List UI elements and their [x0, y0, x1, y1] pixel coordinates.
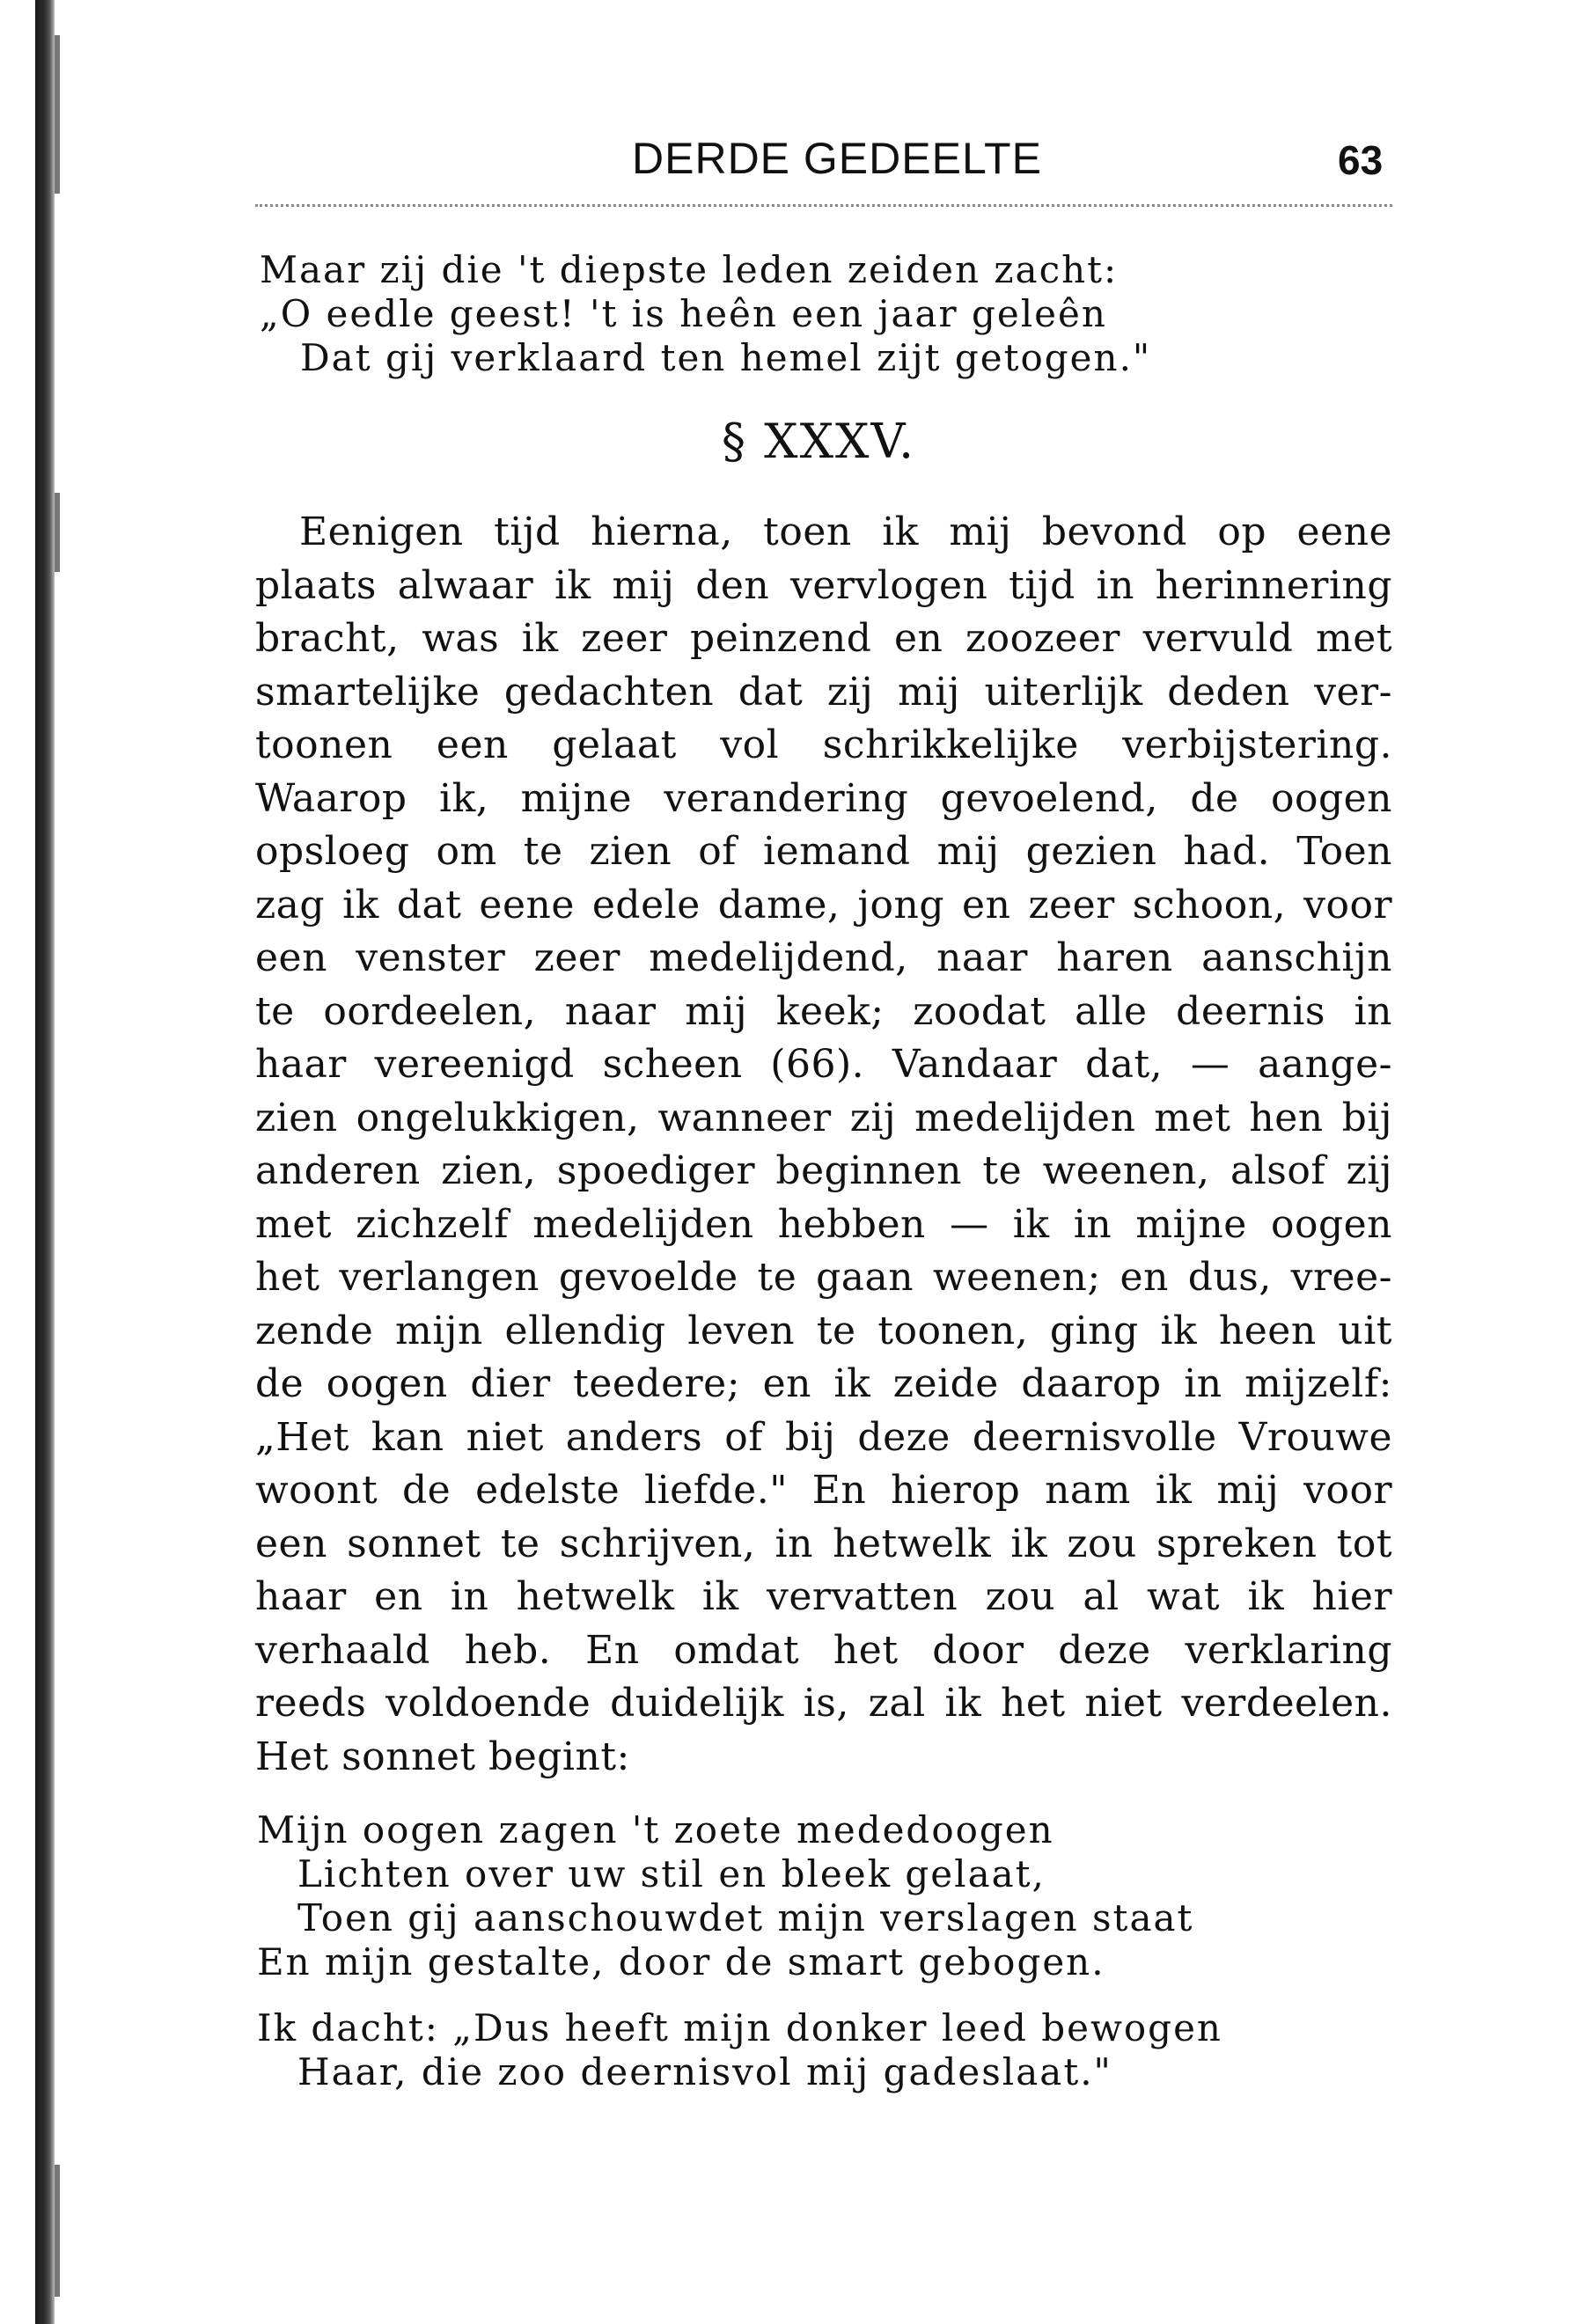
paragraph-line: te oordeelen, naar mij keek; zoodat alle deernis in: [255, 988, 1392, 1034]
sonnet-line: Ik dacht: „Dus heeft mijn donker leed bewogen: [257, 2006, 1222, 2049]
paragraph-line: zien ongelukkigen, wanneer zij medelijden met hen bij: [255, 1095, 1392, 1140]
verse-line: Dat gij verklaard ten hemel zijt getogen.": [300, 336, 1152, 379]
paragraph-line: haar en in hetwelk ik vervatten zou al wat ik hier: [255, 1574, 1392, 1619]
paragraph-line: anderen zien, spoediger beginnen te weenen, alsof zij: [255, 1148, 1392, 1193]
page-number: 63: [1338, 137, 1384, 183]
sonnet-line: Lichten over uw stil en bleek gelaat,: [297, 1852, 1046, 1895]
running-title: DERDE GEDEELTE: [632, 134, 1042, 183]
paragraph-line: een sonnet te schrijven, in hetwelk ik zou spreken tot: [255, 1521, 1392, 1566]
paragraph-line: reeds voldoende duidelijk is, zal ik het niet verdeelen.: [255, 1681, 1392, 1726]
paragraph-line: de oogen dier teedere; en ik zeide daarop in mijzelf:: [255, 1361, 1392, 1406]
paragraph-line: Het sonnet begint:: [255, 1734, 630, 1779]
sonnet-line: Mijn oogen zagen 't zoete mededoogen: [257, 1808, 1054, 1851]
paragraph-line: het verlangen gevoelde te gaan weenen; en dus, vree-: [255, 1255, 1392, 1300]
paragraph-line: haar vereenigd scheen (66). Vandaar dat, — aange-: [255, 1042, 1392, 1087]
body-paragraph: [255, 506, 1392, 1784]
opening-verse: [260, 248, 1151, 380]
paragraph-line: Eenigen tijd hierna, toen ik mij bevond op eene: [299, 510, 1392, 554]
paragraph-line: opsloeg om te zien of iemand mij gezien had. Toen: [255, 829, 1392, 874]
paragraph-line: een venster zeer medelijdend, naar haren aanschijn: [255, 935, 1392, 980]
verse-line: Maar zij die 't diepste leden zeiden zacht:: [260, 248, 1119, 291]
paragraph-line: met zichzelf medelijden hebben — ik in mijne oogen: [255, 1201, 1392, 1247]
sonnet-stanza-1: [257, 1808, 1193, 1984]
paragraph-line: Waarop ik, mijne verandering gevoelend, de oogen: [255, 775, 1392, 821]
paragraph-line: verhaald heb. En omdat het door deze verklaring: [255, 1627, 1392, 1673]
paragraph-line: zag ik dat eene edele dame, jong en zeer schoon, voor: [255, 882, 1392, 927]
header-rule: [255, 204, 1392, 207]
sonnet-stanza-2: [257, 2006, 1222, 2094]
sonnet-line: En mijn gestalte, door de smart gebogen.: [257, 1940, 1105, 1983]
paragraph-line: woont de edelste liefde." En hierop nam ik mij voor: [255, 1468, 1392, 1513]
sonnet-line: Haar, die zoo deernisvol mij gadeslaat.": [297, 2050, 1112, 2093]
verse-line: „O eedle geest! 't is heên een jaar geleên: [260, 292, 1107, 335]
paragraph-line: smartelijke gedachten dat zij mij uiterlijk deden ver-: [255, 669, 1392, 715]
sonnet-line: Toen gij aanschouwdet mijn verslagen staat: [297, 1896, 1194, 1939]
paragraph-line: plaats alwaar ik mij den vervlogen tijd in herinnering: [255, 562, 1392, 608]
paragraph-line: zende mijn ellendig leven te toonen, ging ik heen uit: [255, 1308, 1392, 1353]
section-heading: § XXXV.: [722, 414, 916, 469]
paragraph-line: toonen een gelaat vol schrikkelijke verbijstering.: [255, 722, 1392, 767]
paragraph-line: „Het kan niet anders of bij deze deernisvolle Vrouwe: [255, 1414, 1392, 1460]
paragraph-line: bracht, was ik zeer peinzend en zoozeer vervuld met: [255, 616, 1392, 661]
